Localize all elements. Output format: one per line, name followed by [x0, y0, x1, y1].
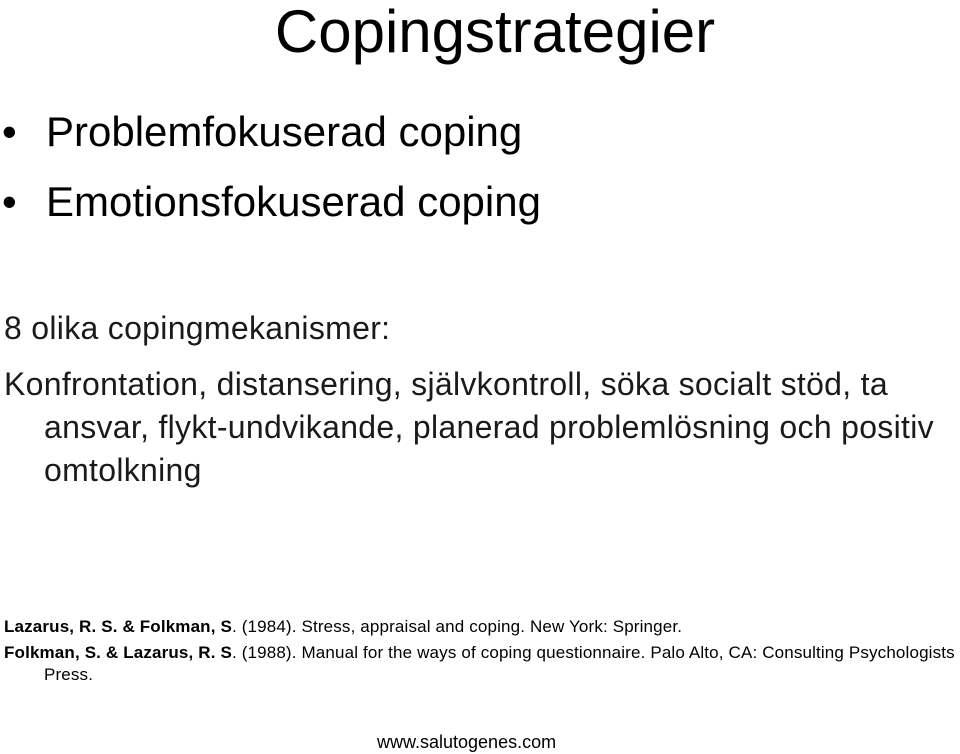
reference-item — [4, 616, 960, 638]
slide-title: Copingstrategier — [274, 0, 716, 65]
mechanisms-heading: 8 olika copingmekanismer: — [4, 310, 391, 346]
footer-website: www.salutogenes.com — [377, 732, 557, 752]
coping-types-list — [0, 104, 541, 244]
bullet-dot-icon: • — [2, 178, 17, 225]
reference-details: . (1984). Stress, appraisal and coping. New York: Springer. — [231, 617, 683, 636]
bullet-label: Problemfokuserad coping — [46, 108, 523, 155]
references — [4, 616, 960, 690]
reference-authors: Lazarus, R. S. & Folkman, S — [4, 617, 232, 636]
bullet-label: Emotionsfokuserad coping — [46, 178, 541, 225]
reference-item — [4, 642, 960, 686]
bullet-dot-icon: • — [2, 108, 17, 155]
mechanisms-list: Konfrontation, distansering, självkontroll, söka socialt stöd, ta ansvar, flykt-undvikande, planerad problemlösning och positiv omtolkning — [4, 366, 934, 488]
bullet-item-problem-focused — [0, 104, 541, 174]
bullet-item-emotion-focused — [0, 174, 541, 244]
reference-details: . (1988). Manual for the ways of coping questionnaire. Palo Alto, CA: Consulting Psychologists Press. — [44, 643, 955, 684]
reference-authors: Folkman, S. & Lazarus, R. S — [4, 643, 232, 662]
